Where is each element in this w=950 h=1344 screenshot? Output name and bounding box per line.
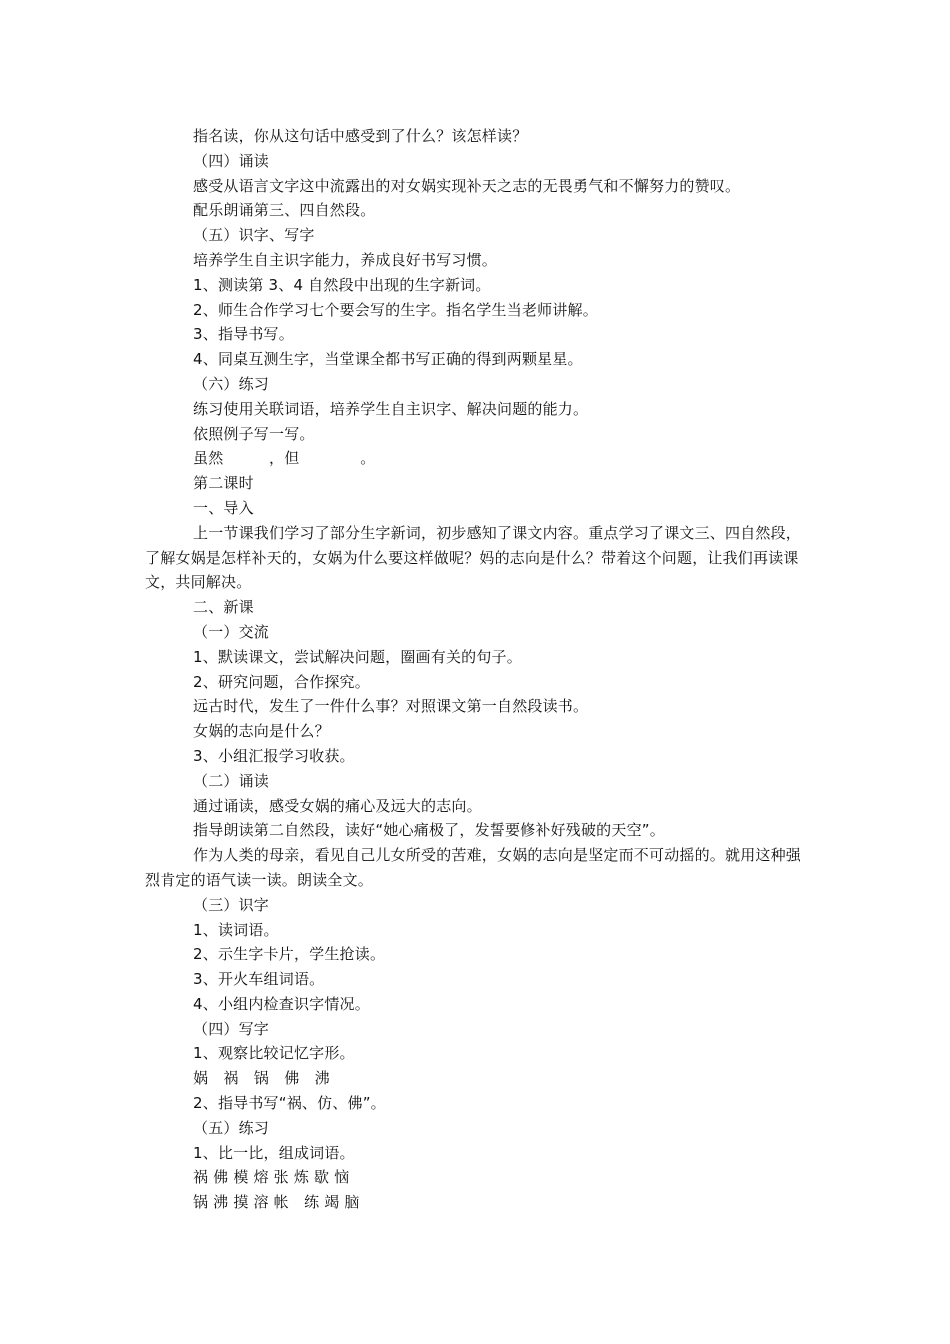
text-line: 指导朗读第二自然段，读好“她心痛极了，发誓要修补好残破的天空”。 bbox=[193, 821, 665, 840]
section-heading: 二、新课 bbox=[193, 598, 254, 617]
section-heading: （五）识字、写字 bbox=[193, 226, 315, 245]
exercise-line: 虽然 ，但 。 bbox=[193, 449, 376, 468]
lesson-heading: 第二课时 bbox=[193, 474, 254, 493]
list-item: 4、小组内检查识字情况。 bbox=[193, 994, 370, 1013]
list-item: 1、默读课文，尝试解决问题，圈画有关的句子。 bbox=[193, 647, 522, 666]
list-item: 4、同桌互测生字，当堂课全都书写正确的得到两颗星星。 bbox=[193, 350, 583, 369]
list-item: 2、师生合作学习七个要会写的生字。指名学生当老师讲解。 bbox=[193, 300, 598, 319]
list-item: 3、开火车组词语。 bbox=[193, 970, 325, 989]
section-heading: （四）写字 bbox=[193, 1019, 270, 1038]
text-line: 女娲的志向是什么？ bbox=[193, 722, 330, 741]
list-item: 3、指导书写。 bbox=[193, 325, 294, 344]
text-line: 依照例子写一写。 bbox=[193, 424, 315, 443]
character-row: 祸 佛 模 熔 张 炼 歇 恼 bbox=[193, 1168, 350, 1187]
section-heading: 一、导入 bbox=[193, 498, 254, 517]
text-line: 通过诵读，感受女娲的痛心及远大的志向。 bbox=[193, 796, 482, 815]
section-heading: （五）练习 bbox=[193, 1118, 270, 1137]
character-row: 锅 沸 摸 溶 帐 练 竭 脑 bbox=[193, 1193, 360, 1212]
text-line: 指名读，你从这句话中感受到了什么？该怎样读？ bbox=[193, 127, 528, 145]
section-heading: （六）练习 bbox=[193, 374, 270, 393]
text-line: 练习使用关联词语，培养学生自主识字、解决问题的能力。 bbox=[193, 399, 589, 418]
intro-paragraph: 上一节课我们学习了部分生字新词，初步感知了课文内容。重点学习了课文三、四自然段，了解女娲是怎样补天的，女娲为什么要这样做呢？妈的志向是什么？带着这个问题，让我们再读课文，共同解决。 bbox=[145, 523, 802, 592]
text-line: 远古时代，发生了一件什么事？对照课文第一自然段读书。 bbox=[193, 697, 589, 716]
list-item: 1、测读第 3、4 自然段中出现的生字新词。 bbox=[193, 275, 491, 294]
section-heading: （二）诵读 bbox=[193, 771, 270, 790]
text-line: 感受从语言文字这中流露出的对女娲实现补天之志的无畏勇气和不懈努力的赞叹。 bbox=[193, 176, 741, 195]
list-item: 2、指导书写“祸、仿、佛”。 bbox=[193, 1094, 386, 1113]
section-heading: （一）交流 bbox=[193, 622, 270, 641]
body-paragraph: 作为人类的母亲，看见自己儿女所受的苦难，女娲的志向是坚定而不可动摇的。就用这种强烈肯定的语气读一读。朗读全文。 bbox=[145, 846, 802, 889]
list-item: 3、小组汇报学习收获。 bbox=[193, 746, 355, 765]
list-item: 1、比一比，组成词语。 bbox=[193, 1143, 355, 1162]
text-line: 配乐朗诵第三、四自然段。 bbox=[193, 201, 376, 220]
list-item: 1、观察比较记忆字形。 bbox=[193, 1044, 355, 1063]
section-heading: （四）诵读 bbox=[193, 151, 270, 170]
list-item: 2、示生字卡片，学生抢读。 bbox=[193, 945, 386, 964]
section-heading: （三）识字 bbox=[193, 895, 270, 914]
text-line: 培养学生自主识字能力，养成良好书写习惯。 bbox=[193, 250, 498, 269]
list-item: 2、研究问题，合作探究。 bbox=[193, 672, 370, 691]
character-row: 娲 祸 锅 佛 沸 bbox=[193, 1069, 330, 1088]
document-page bbox=[145, 124, 810, 1215]
list-item: 1、读词语。 bbox=[193, 920, 279, 939]
